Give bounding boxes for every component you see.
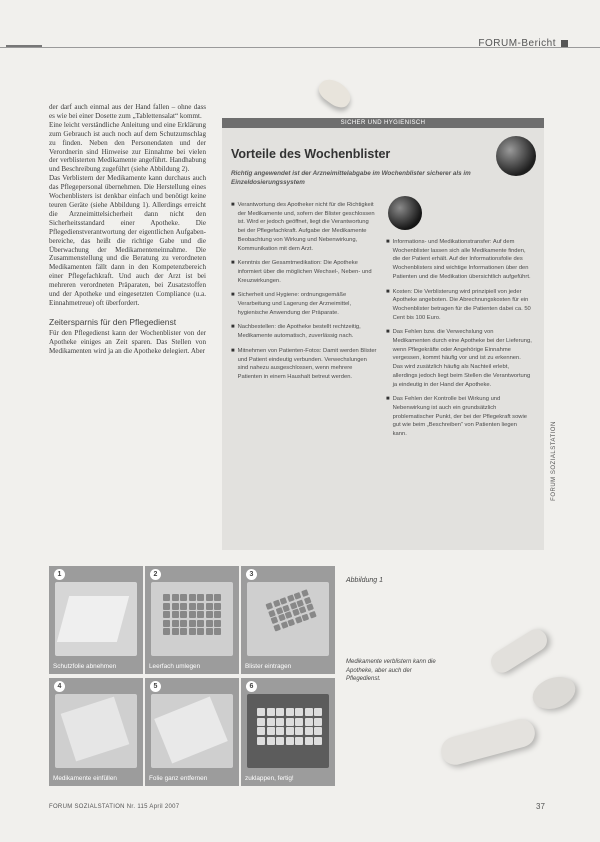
- bullet-icon: ■: [231, 324, 235, 331]
- info-box-subtitle: Richtig angewendet ist der Arzneimittelabgabe im Wochenblister sicherer als im Einzeldosierungssystem: [231, 170, 471, 186]
- bullet-icon: ■: [231, 347, 235, 354]
- blister-illustration: [247, 694, 329, 768]
- step-number: 1: [54, 569, 65, 580]
- list-item: ■ Kosten: Die Verblisterung wird prinzipiell von jeder Apotheke angeboten. Die Abrechnungskosten für ein Wochenblister betragen für die Patienten dabei ca. 50 Cent bis 100 Euro.: [386, 288, 531, 321]
- bullet-icon: ■: [386, 239, 390, 245]
- bullet-icon: ■: [231, 260, 235, 267]
- step-number: 4: [54, 681, 65, 692]
- capsule-decoration-small: [388, 196, 422, 230]
- step-caption: Medikamente einfüllen: [53, 775, 117, 782]
- paragraph: Das Verblistern der Medikamente kann durchaus auch das Pflegepersonal übernehmen. Die Herstellung eines Wochenblisters ist denkbar einfach und benötigt keine teuren Geräte (siehe Abbildung 1). Allerdings erreicht die Arzneimittelsicherheit dann nicht den Sicherheitsstandard einer Apotheke. Die Pflegedienstverantwortung der eigentlichen Aufgabenbereiche, das heißt die richtige Gabe und die Überwachung der Medikamenteneinnahme. Die Zusammenstellung und die Beratung zu verordneten Medikamenten fällt dann in den Kompetenzbereich einer Pflegefachkraft. Und auch der Arzt ist bei mehreren verordneten Präparaten, bei Zusatzstoffen und der Apotheke und eingesetzten Compliance (u.a. Einnahmetreue) oft überfordert.: [49, 174, 206, 307]
- info-box-title: Vorteile des Wochenblister: [231, 147, 391, 161]
- step-number: 2: [150, 569, 161, 580]
- step-number: 5: [150, 681, 161, 692]
- bullet-icon: ■: [231, 292, 235, 299]
- bullet-icon: ■: [386, 288, 390, 295]
- blister-illustration: [55, 582, 137, 656]
- list-item: ■ Sicherheit und Hygiene: ordnungsgemäße Verarbeitung und Lagerung der Arzneimittel, hygienische Anwendung der Präparate.: [231, 292, 352, 316]
- instruction-steps: [49, 566, 334, 790]
- blister-illustration: [151, 582, 233, 656]
- figure-caption: Medikamente verblistern kann die Apotheke, aber auch der Pflegedienst.: [346, 659, 436, 683]
- step-caption: Blister eintragen: [245, 663, 292, 670]
- step-caption: Leerfach umlegen: [149, 663, 201, 670]
- list-item: ■ Kenntnis der Gesamtmedikation: Die Apotheke informiert über die möglichen Wechsel-, Neben- und Kreuzwirkungen.: [231, 260, 372, 284]
- side-tab: [547, 400, 557, 530]
- list-item: ■ Informations- und Medikationstransfer: Auf dem Wochenblister lassen sich alle Medikamente finden, die der Patient erhält. Auf der Informationsfolie des Wochenblisters sind wichtige Informationen über den Patienten und die Medikation übersichtlich aufgeführt.: [386, 239, 531, 280]
- step-caption: Folie ganz entfernen: [149, 775, 208, 782]
- section-heading: Zeitersparnis für den Pflegedienst: [49, 316, 177, 327]
- list-item: ■ Nachbestellen: die Apotheke bestellt rechtzeitig, Medikamente automatisch, zuverlässig nach.: [231, 324, 361, 340]
- info-box-banner: [222, 118, 544, 128]
- step-panel: [145, 566, 239, 674]
- info-box-column-right: [386, 238, 532, 445]
- pill-decoration: [438, 716, 538, 768]
- article-left-column: [49, 103, 206, 355]
- pill-decoration: [487, 625, 551, 677]
- list-item: ■ Mitnehmen von Patienten-Fotos: Damit werden Blister und Patient eindeutig verbunden. Verwechslungen sind nahezu ausgeschlossen, wenn mehrere Patienten in einem Haushalt betreut werden.: [231, 347, 377, 380]
- footer-publication: FORUM SOZIALSTATION Nr. 115 April 2007: [49, 804, 180, 810]
- paragraph: Für den Pflegedienst kann der Wochenblister von der Apotheke einiges an Zeit sparen. Das Stellen von Medikamenten wird ja an die Apotheke delegiert. Aber: [49, 328, 206, 355]
- bullet-icon: ■: [231, 202, 235, 208]
- pill-decoration-top: [315, 74, 355, 112]
- info-box-column-left: [231, 201, 377, 388]
- list-item: ■ Verantwortung des Apotheker nicht für die Richtigkeit der Medikamente und, sofern der Blister geschlossen ist. Wird er jedoch geöffnet, liegt die Verantwortung bei der Pflegefachkraft. Aufgabe der Medikamente Beobachtung von Wirkung und Nebenwirkung, Kommunikation mit dem Arzt.: [231, 202, 375, 252]
- step-number: 6: [246, 681, 257, 692]
- section-label: FORUM-Bericht: [478, 38, 556, 49]
- list-item: ■ Das Fehlen der Kontrolle bei Wirkung und Nebenwirkung ist auch ein grundsätzlich problematischer Punkt, der bei der Pflegekraft sowie gut wie beim „Beschreiben“ von Patienten liegen kann.: [386, 396, 527, 438]
- step-panel: [241, 678, 335, 786]
- step-number: 3: [246, 569, 257, 580]
- step-panel: [49, 566, 143, 674]
- square-icon: [561, 40, 568, 47]
- banner-text: SICHER UND HYGIENISCH: [340, 120, 426, 126]
- step-panel: [49, 678, 143, 786]
- bullet-icon: ■: [386, 396, 390, 403]
- step-panel: [241, 566, 335, 674]
- page-number: 37: [536, 802, 545, 811]
- bullet-icon: ■: [386, 329, 390, 336]
- paragraph: der darf auch einmal aus der Hand fallen – ohne dass es wie bei einer Dosette zum „Tablettensalat“ kommt.: [49, 103, 206, 120]
- blister-illustration: [55, 694, 137, 768]
- blister-illustration: [151, 694, 233, 768]
- step-caption: zuklappen, fertig!: [245, 775, 294, 782]
- pill-decoration: [528, 671, 580, 714]
- side-tab-label: FORUM SOZIALSTATION: [551, 421, 557, 501]
- blister-illustration: [247, 582, 329, 656]
- figure-label: Abbildung 1: [346, 577, 383, 584]
- paragraph: Eine leicht verständliche Anleitung und eine Erklärung zum Gebrauch ist auch noch auf dem Schutzumschlag zu finden. Neben den Personendaten und der Verordnerin sind Hinweise zur Einnahme bei vielen der verblisterten Medikamente angeführt. Handhabung und Beschreibung zugeführt (siehe Abbildung 2).: [49, 120, 206, 174]
- step-caption: Schutzfolie abnehmen: [53, 663, 117, 670]
- step-panel: [145, 678, 239, 786]
- list-item: ■ Das Fehlen bzw. die Verwechslung von Medikamenten durch eine Apotheke bei der Lieferung, wenn Pflegekräfte oder Angehörige Einnahme vergessen, kommt häufig vor und ist zu erkennen. Das wird zusätzlich häufig als Nachteil erlebt, allerdings jedoch liegt beim Stellen die Verantwortung ja eindeutig in der Hand der Apotheke.: [386, 329, 532, 388]
